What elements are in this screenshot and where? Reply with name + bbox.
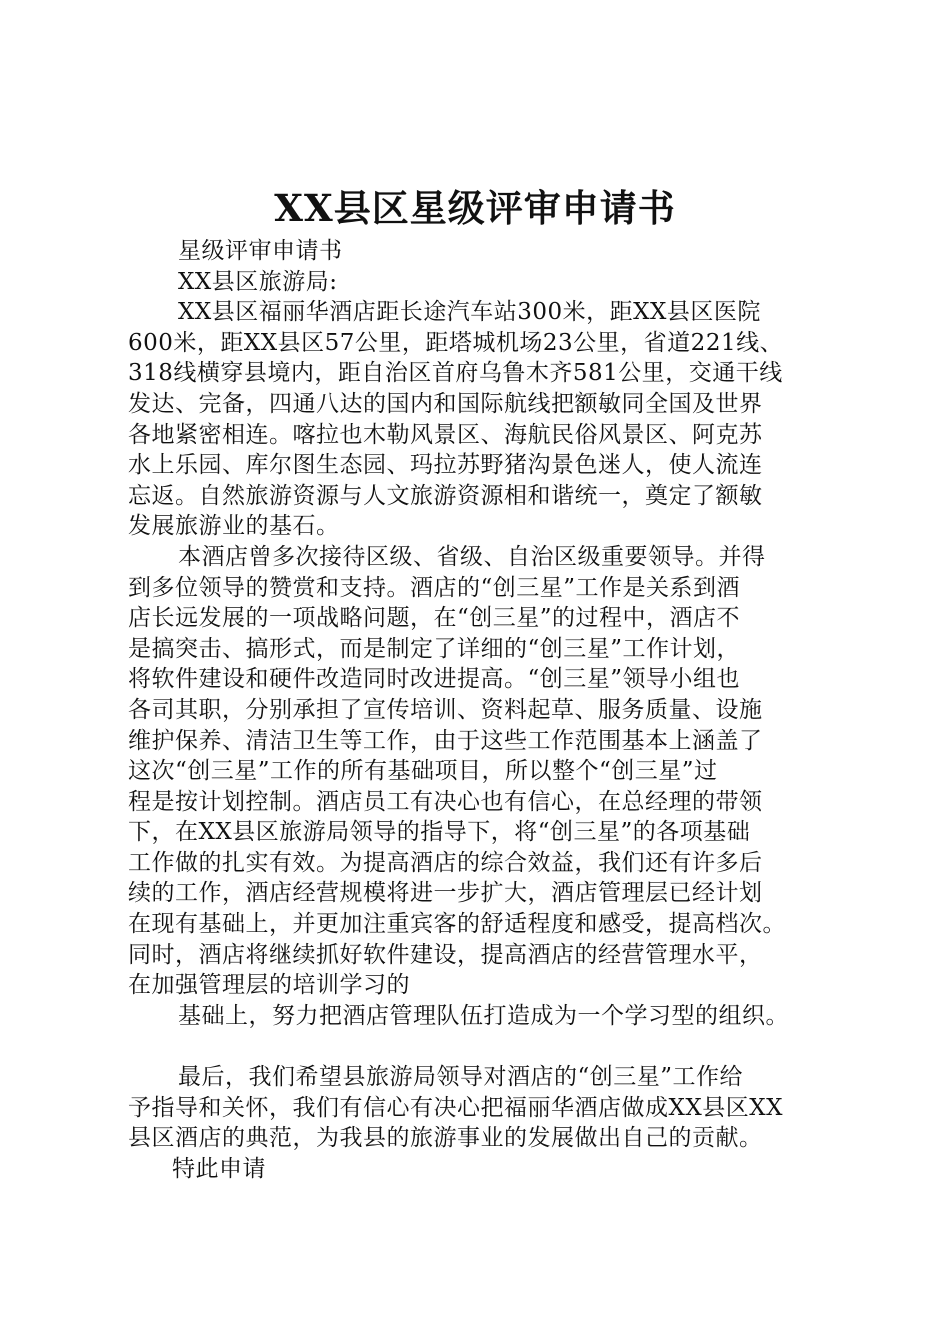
document-title: XX县区星级评审申请书 [274,186,676,230]
paragraph-line: 予指导和关怀，我们有信心有决心把福丽华酒店做成XX县区XX [128,1094,783,1121]
paragraph-line: 工作做的扎实有效。为提高酒店的综合效益，我们还有许多后 [128,849,763,876]
paragraph-line: 县区酒店的典范，为我县的旅游事业的发展做出自己的贡献。 [128,1125,763,1152]
paragraph-line: 发达、完备，四通八达的国内和国际航线把额敏同全国及世界 [128,390,763,417]
paragraph-line: 在现有基础上，并更加注重宾客的舒适程度和感受，提高档次。 [128,911,786,938]
paragraph-line: 各地紧密相连。喀拉也木勒风景区、海航民俗风景区、阿克苏 [128,421,763,448]
paragraph-line: 忘返。自然旅游资源与人文旅游资源相和谐统一，奠定了额敏 [128,482,763,509]
paragraph-line: 下，在XX县区旅游局领导的指导下，将“创三星”的各项基础 [128,819,751,846]
document-body [128,236,844,1184]
paragraph-line: 是搞突击、搞形式，而是制定了详细的“创三星”工作计划， [128,635,741,662]
paragraph-line: 各司其职，分别承担了宣传培训、资料起草、服务质量、设施 [128,696,763,723]
paragraph-line: 程是按计划控制。酒店员工有决心也有信心，在总经理的带领 [128,788,763,815]
subtitle: 星级评审申请书 [178,238,343,264]
paragraph-line: 318线横穿县境内，距自治区首府乌鲁木齐581公里，交通干线 [128,360,783,387]
paragraph-line: 续的工作，酒店经营规模将进一步扩大，酒店管理层已经计划 [128,880,763,907]
addressee: XX县区旅游局: [178,268,338,295]
paragraph-conclusion [128,1062,844,1154]
paragraph-line: 最后，我们希望县旅游局领导对酒店的“创三星”工作给 [178,1064,744,1091]
paragraph-location [128,297,844,542]
paragraph-achievements [128,542,844,1001]
blank-line [128,1031,844,1062]
paragraph-line: 同时，酒店将继续抓好软件建设，提高酒店的经营管理水平， [128,941,763,968]
paragraph-line: 这次“创三星”工作的所有基础项目，所以整个“创三星”过 [128,758,718,785]
paragraph-line: 店长远发展的一项战略问题，在“创三星”的过程中，酒店不 [128,605,741,632]
paragraph-line: 本酒店曾多次接待区级、省级、自治区级重要领导。并得 [178,543,766,570]
closing: 特此申请 [172,1155,266,1182]
paragraph-line: 到多位领导的赞赏和支持。酒店的“创三星”工作是关系到酒 [128,574,741,601]
paragraph-line: 水上乐园、库尔图生态园、玛拉苏野猪沟景色迷人，使人流连 [128,452,763,479]
paragraph-learning: 基础上，努力把酒店管理队伍打造成为一个学习型的组织。 [178,1002,789,1029]
paragraph-line: XX县区福丽华酒店距长途汽车站300米，距XX县区医院 [178,299,761,326]
paragraph-line: 将软件建设和硬件改造同时改进提高。“创三星”领导小组也 [128,666,741,693]
paragraph-line: 维护保养、清洁卫生等工作，由于这些工作范围基本上涵盖了 [128,727,763,754]
paragraph-line: 600米，距XX县区57公里，距塔城机场23公里，省道221线、 [128,329,784,356]
paragraph-line: 在加强管理层的培训学习的 [128,972,410,999]
paragraph-line: 发展旅游业的基石。 [128,513,340,540]
